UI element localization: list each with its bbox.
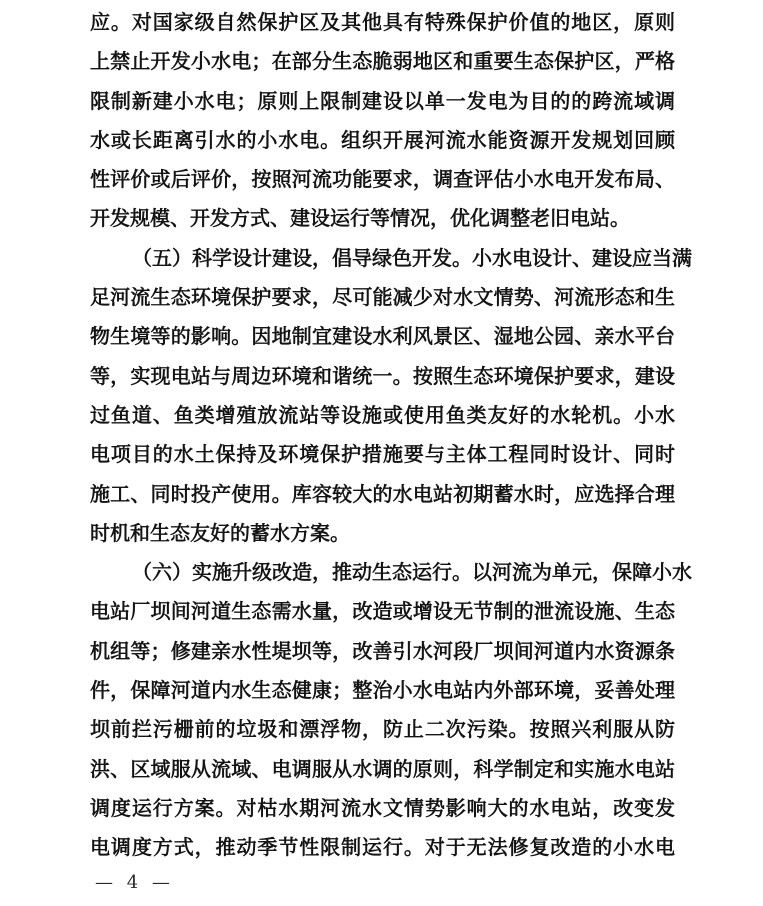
text-line: 电项目的水土保持及环境保护措施要与主体工程同时设计、同时 (90, 442, 675, 467)
text-line: 机组等；修建亲水性堤坝等，改善引水河段厂坝间河道内水资源条 (90, 638, 675, 663)
text-line: 开发规模、开发方式、建设运行等情况，优化调整老旧电站。 (90, 206, 630, 231)
text-line: 坝前拦污栅前的垃圾和漂浮物，防止二次污染。按照兴利服从防 (90, 717, 675, 742)
text-line: 洪、区域服从流域、电调服从水调的原则，科学制定和实施水电站 (90, 756, 675, 781)
text-line: 过鱼道、鱼类增殖放流站等设施或使用鱼类友好的水轮机。小水 (90, 402, 675, 427)
text-line: 电站厂坝间河道生态需水量，改造或增设无节制的泄流设施、生态 (90, 599, 675, 624)
text-line: 上禁止开发小水电；在部分生态脆弱地区和重要生态保护区，严格 (90, 49, 675, 74)
section-heading-line: （六）实施升级改造，推动生态运行。以河流为单元，保障小水 (132, 560, 692, 585)
text-line: 性评价或后评价，按照河流功能要求，调查评估小水电开发布局、 (90, 167, 675, 192)
body-text (90, 3, 692, 868)
text-line: 电调度方式，推动季节性限制运行。对于无法修复改造的小水电 (90, 835, 675, 860)
text-line: 调度运行方案。对枯水期河流水文情势影响大的水电站，改变发 (90, 795, 675, 820)
text-line: 等，实现电站与周边环境和谐统一。按照生态环境保护要求，建设 (90, 363, 675, 388)
text-line: 足河流生态环境保护要求，尽可能减少对水文情势、河流形态和生 (90, 285, 675, 310)
text-line: 水或长距离引水的小水电。组织开展河流水能资源开发规划回顾 (90, 127, 675, 152)
text-line: 应。对国家级自然保护区及其他具有特殊保护价值的地区，原则 (90, 10, 675, 34)
page-number: — 4 — (95, 872, 174, 893)
section-heading-line: （五）科学设计建设，倡导绿色开发。小水电设计、建设应当满 (132, 245, 692, 270)
text-line: 限制新建小水电；原则上限制建设以单一发电为目的的跨流域调 (90, 88, 675, 113)
text-line: 物生境等的影响。因地制宜建设水利风景区、湿地公园、亲水平台 (90, 324, 675, 349)
text-line: 件，保障河道内水生态健康；整治小水电站内外部环境，妥善处理 (90, 678, 675, 703)
text-line: 施工、同时投产使用。库容较大的水电站初期蓄水时，应选择合理 (90, 481, 675, 506)
text-line: 时机和生态友好的蓄水方案。 (90, 520, 350, 545)
